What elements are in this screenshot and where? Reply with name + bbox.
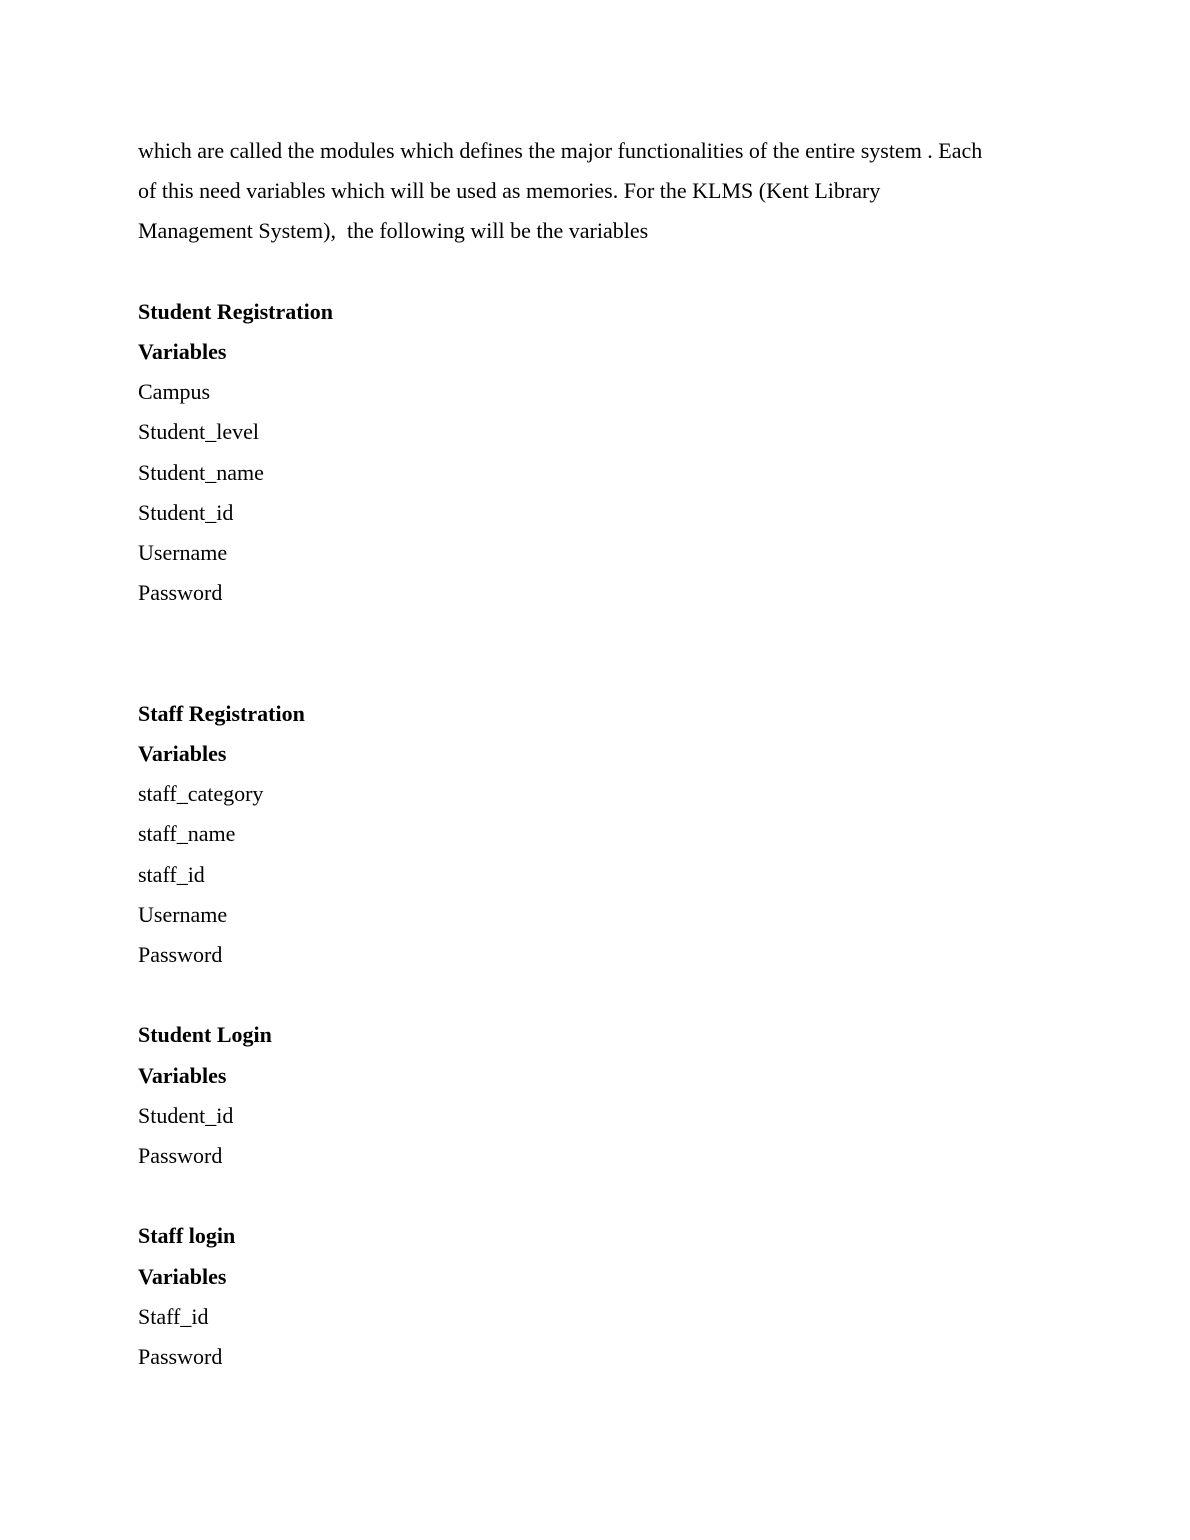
variable-item: Password	[138, 580, 223, 606]
section-subtitle: Variables	[138, 339, 227, 364]
section-student-registration	[138, 292, 1058, 614]
variable-item: staff_category	[138, 781, 264, 807]
section-subtitle: Variables	[138, 741, 227, 767]
section-student-login	[138, 1015, 1058, 1176]
section-subtitle: Variables	[138, 1263, 227, 1289]
section-title: Staff Registration	[138, 700, 305, 726]
variable-item: Student_id	[138, 499, 234, 525]
variable-item: Password	[138, 1143, 223, 1169]
variable-item: Username	[138, 901, 228, 927]
variable-item: Staff_id	[138, 1303, 209, 1329]
spacer	[138, 975, 1058, 1015]
spacer	[138, 613, 1058, 693]
variable-item: staff_id	[138, 861, 205, 887]
intro-paragraph	[138, 131, 1058, 252]
variable-item: Password	[138, 942, 223, 968]
section-subtitle: Variables	[138, 1062, 227, 1088]
intro-line: of this need variables which will be used as memories. For the KLMS (Kent Library	[138, 178, 881, 204]
variable-item: Campus	[138, 379, 211, 405]
section-title: Student Login	[138, 1022, 272, 1048]
variable-item: Password	[138, 1344, 223, 1370]
section-staff-registration	[138, 694, 1058, 975]
document-body	[138, 131, 1058, 1377]
section-staff-login	[138, 1216, 1058, 1377]
spacer	[138, 252, 1058, 292]
variable-item: Student_id	[138, 1102, 234, 1128]
variable-item: Student_level	[138, 419, 259, 445]
intro-line: which are called the modules which defines the major functionalities of the entire system . Each	[138, 138, 983, 163]
variable-item: Username	[138, 540, 228, 566]
spacer	[138, 1176, 1058, 1216]
section-title: Staff login	[138, 1223, 236, 1249]
section-title: Student Registration	[138, 298, 333, 324]
variable-item: Student_name	[138, 459, 264, 485]
intro-line: Management System), the following will be the variables	[138, 218, 649, 244]
variable-item: staff_name	[138, 821, 236, 847]
